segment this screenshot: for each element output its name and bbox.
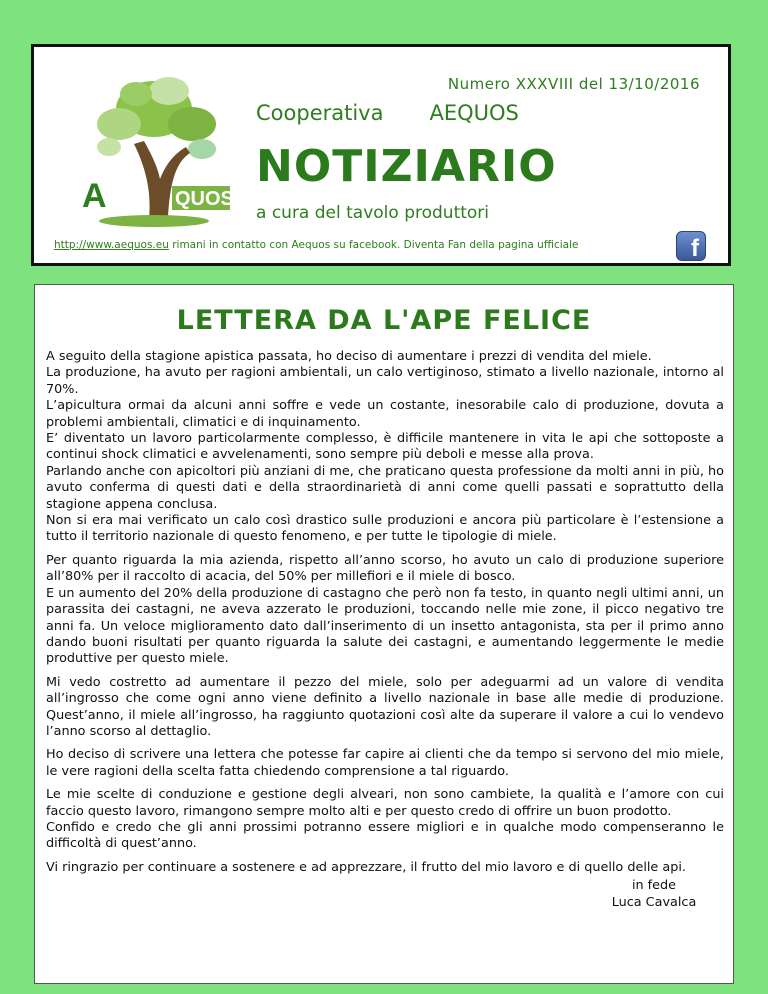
paragraph: Le mie scelte di conduzione e gestione degli alveari, non sono cambiete, la qualità e l’amore con cui faccio questo lavoro, rimangono sempre molto alti e per questo credo di offrire un buon prodotto. [46, 787, 724, 819]
paragraph: Non si era mai verificato un calo così drastico sulle produzioni e ancora più particolare è l’estensione a tutto il territorio nazionale di questo fenomeno, e per tutte le tipologie di miele. [46, 513, 724, 545]
tree-leaves-icon [97, 77, 216, 159]
contact-text: rimani in contatto con Aequos su facebook. Diventa Fan della pagina ufficiale [168, 239, 579, 251]
newsletter-title: NOTIZIARIO [256, 141, 557, 192]
closing: in fede [631, 878, 677, 894]
coop-label: Cooperativa [256, 101, 384, 125]
newsletter-subtitle: a cura del tavolo produttori [256, 203, 490, 223]
paragraph: La produzione, ha avuto per ragioni ambientali, un calo vertiginoso, stimato a livello nazionale, intorno al 70%. [46, 365, 724, 397]
paragraph: Mi vedo costretto ad aumentare il pezzo del miele, solo per adeguarmi ad un valore di vendita all’ingrosso che come ogni anno viene definito a livello nazionale in base alle medie di produzione. Quest’anno, il miele all’ingrosso, ha raggiunto quotazioni così alte da superare il valore a cui lo vendevo l’anno scorso al dettaglio. [46, 674, 724, 739]
paragraph: Ho deciso di scrivere una lettera che potesse far capire ai clienti che da tempo si servono del mio miele, le vere ragioni della scelta fatta chiedendo comprensione a tal riguardo. [46, 747, 724, 779]
signature-block [46, 878, 724, 911]
paragraph: Per quanto riguarda la mia azienda, rispetto all’anno scorso, ho avuto un calo di produzione superiore all’80% per il raccolto di acacia, del 50% per millefiori e il miele di bosco. [46, 552, 724, 585]
newsletter-header [31, 44, 731, 266]
logo-quos: QUOS [175, 188, 234, 210]
paragraph: E’ diventato un lavoro particolarmente complesso, è difficile mantenere in vita le api che sottoposte a continui shock climatici e avvelenamenti, sono sempre più deboli e messe alla prova. [46, 431, 724, 463]
issue-number: Numero XXXVIII del 13/10/2016 [447, 75, 700, 93]
paragraph: L’apicultura ormai da alcuni anni soffre e vede un costante, inesorabile calo di produzione, dovuta a problemi ambientali, climatici e di inquinamento. [46, 398, 724, 430]
contact-line [54, 239, 579, 251]
paragraph: A seguito della stagione apistica passata, ho deciso di aumentare i prezzi di vendita del miele. [46, 349, 652, 364]
website-link[interactable]: http://www.aequos.eu [54, 239, 169, 251]
paragraph: Confido e credo che gli anni prossimi potranno essere migliori e in qualche modo compenseranno le difficoltà di quest’anno. [46, 819, 724, 852]
coop-name: AEQUOS [429, 101, 519, 125]
letter-body [46, 349, 724, 911]
logo-letter-a: A [82, 177, 107, 215]
aequos-tree-logo [74, 69, 234, 239]
signature: Luca Cavalca [611, 894, 697, 910]
letter-box [34, 284, 734, 984]
facebook-icon[interactable]: f [676, 231, 706, 261]
letter-title: LETTERA DA L'APE FELICE [176, 305, 592, 336]
paragraph: Parlando anche con apicoltori più anziani di me, che praticano questa professione da molti anni in più, ho avuto conferma di questi dati e della straordinarietà di anni come quelli passati e soprattutto della stagione appena conclusa. [46, 463, 724, 512]
paragraph: Vi ringrazio per continuare a sostenere e ad apprezzare, il frutto del mio lavoro e di quello delle api. [46, 859, 686, 875]
cooperative-line [256, 101, 519, 125]
paragraph: E un aumento del 20% della produzione di castagno che però non fa testo, in quanto negli ultimi anni, un parassita dei castagni, ne aveva azzerato le produzioni, toccando nelle mie zone, il picco negativo tre anni fa. Un veloce miglioramento dato dall’inserimento di un insetto antagonista, sta per il primo anno dando buoni risultati per quanto riguarda la salute dei castagni, e aumentando leggermente le medie produttive per questo miele. [46, 585, 724, 667]
